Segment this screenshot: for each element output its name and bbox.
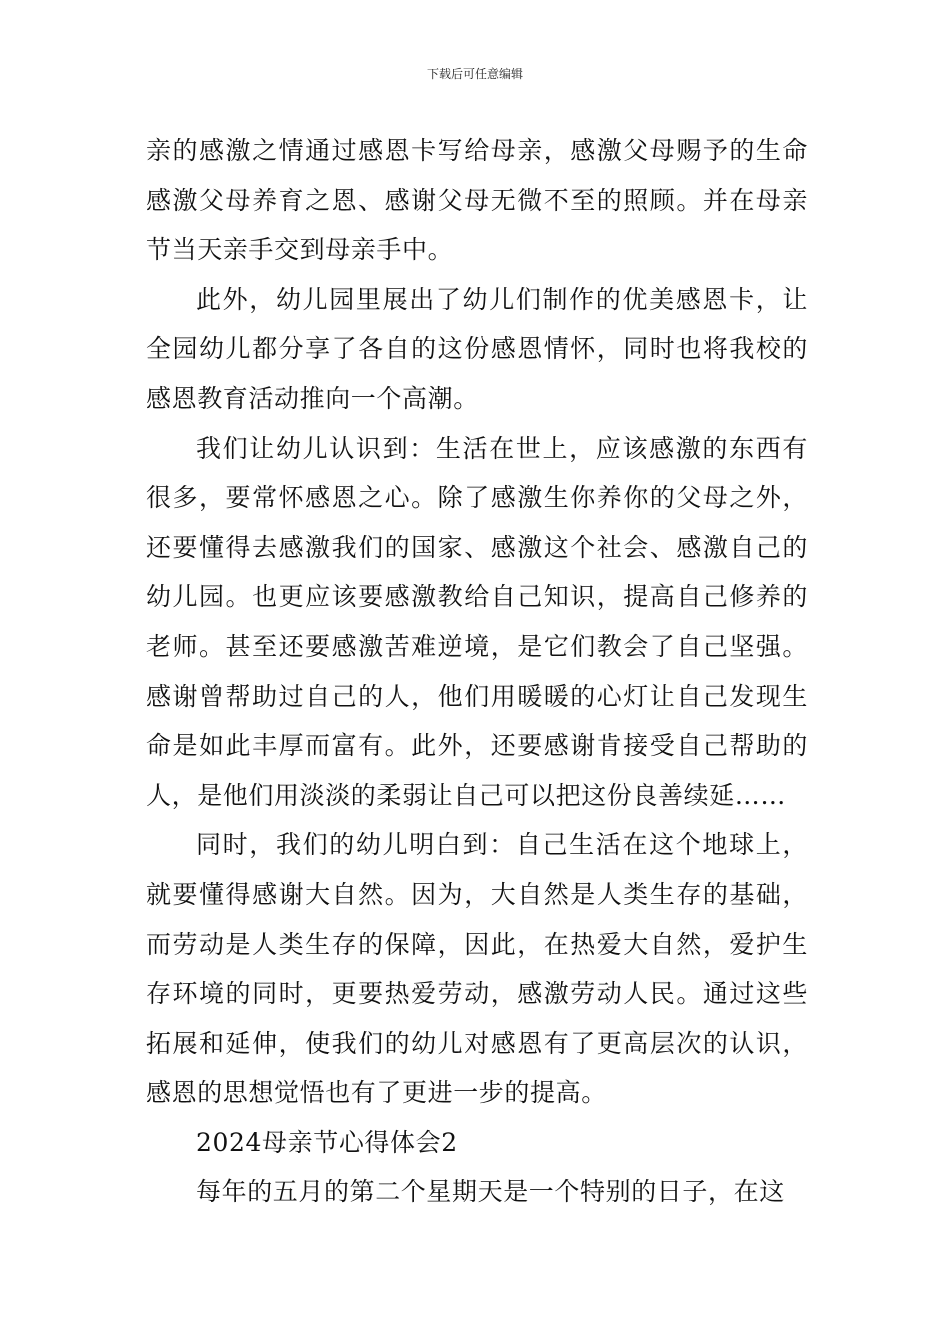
section-heading: 2024母亲节心得体会2 (196, 1127, 458, 1157)
paragraph-5: 每年的五月的第二个星期天是一个特别的日子，在这 (196, 1177, 785, 1207)
paragraph-2: 此外，幼儿园里展出了幼儿们制作的优美感恩卡，让全园幼儿都分享了各自的这份感恩情怀，同时也将我校的感恩教育活动推向一个高潮。 (146, 284, 808, 413)
paragraph-4: 同时，我们的幼儿明白到：自己生活在这个地球上，就要懂得感谢大自然。因为，大自然是人类生存的基础，而劳动是人类生存的保障，因此，在热爱大自然，爱护生存环境的同时，更要热爱劳动，感激劳动人民。通过这些拓展和延伸，使我们的幼儿对感恩有了更高层次的认识，感恩的思想觉悟也有了更进一步的提高。 (146, 830, 808, 1108)
paragraph-1: 亲的感激之情通过感恩卡写给母亲，感激父母赐予的生命感激父母养育之恩、感谢父母无微不至的照顾。并在母亲节当天亲手交到母亲手中。 (146, 136, 808, 265)
document-body (146, 126, 808, 1217)
page-header: 下载后可任意编辑 (426, 67, 523, 81)
paragraph-3: 我们让幼儿认识到：生活在世上，应该感激的东西有很多，要常怀感恩之心。除了感激生你养你的父母之外，还要懂得去感激我们的国家、感激这个社会、感激自己的幼儿园。也更应该要感激教给自己知识，提高自己修养的老师。甚至还要感激苦难逆境，是它们教会了自己坚强。感谢曾帮助过自己的人，他们用暖暖的心灯让自己发现生命是如此丰厚而富有。此外，还要感谢肯接受自己帮助的人，是他们用淡淡的柔弱让自己可以把这份良善续延…… (146, 433, 808, 810)
